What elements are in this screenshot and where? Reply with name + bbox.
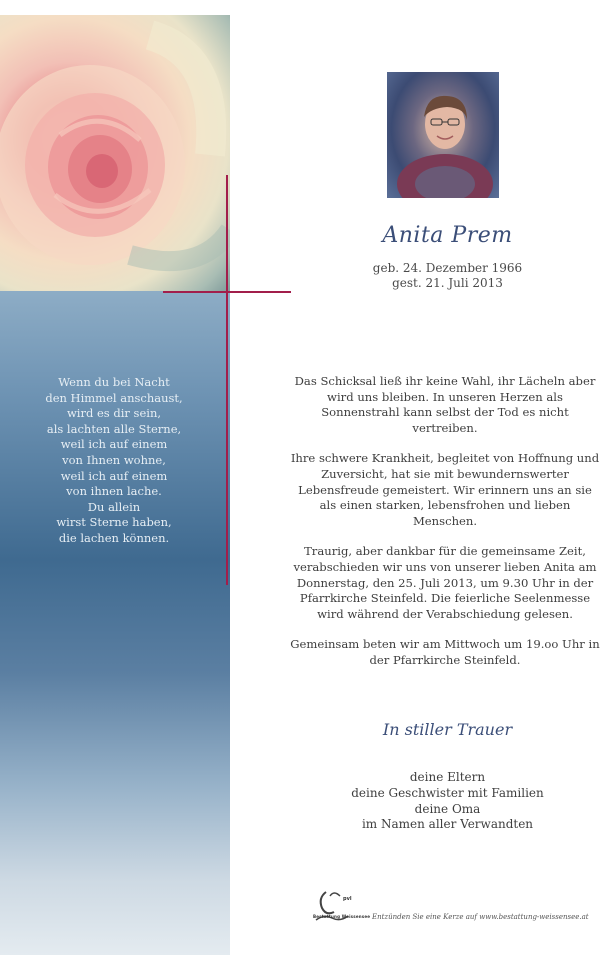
paragraph-farewell: Traurig, aber dankbar für die gemeinsame Zeit, verabschieden wir uns von unserer lieben Anita am Donnerstag, den 25. Juli 2013, um 9.30 Uhr in der Pfarrkirche Steinfeld. Die feierliche Seelenmesse wird während der Verabschiedung gelesen. bbox=[293, 544, 597, 621]
funeral-home-logo-icon bbox=[312, 888, 370, 928]
candle-link-text[interactable]: Entzünden Sie eine Kerze auf www.bestattung-weissensee.at bbox=[372, 913, 589, 921]
paragraph-prayer: Gemeinsam beten wir am Mittwoch um 19.oo Uhr in der Pfarrkirche Steinfeld. bbox=[290, 637, 600, 667]
birth-date: geb. 24. Dezember 1966 bbox=[372, 261, 523, 275]
mourning-title: In stiller Trauer bbox=[382, 720, 513, 739]
obituary-text bbox=[290, 374, 600, 684]
poem-text: Wenn du bei Nacht den Himmel anschaust, wird es dir sein, als lachten alle Sterne, weil ich auf einem von Ihnen wohne, weil ich auf einem von ihnen lache. Du allein wirst Sterne haben, die lachen können. bbox=[45, 375, 183, 545]
life-dates bbox=[300, 261, 595, 291]
cross-vertical-bar bbox=[226, 175, 228, 585]
death-date: gest. 21. Juli 2013 bbox=[392, 276, 503, 290]
cross-horizontal-bar bbox=[163, 291, 291, 293]
family-list bbox=[300, 770, 595, 833]
paragraph-fate: Das Schicksal ließ ihr keine Wahl, ihr Lächeln aber wird uns bleiben. In unseren Herzen als Sonnenstrahl kann selbst der Tod es nicht vertreiben. bbox=[294, 374, 596, 435]
deceased-name: Anita Prem bbox=[382, 223, 513, 248]
family-line: deine Eltern bbox=[409, 770, 486, 784]
logo-mark-text: pvl bbox=[343, 896, 352, 902]
family-line: deine Oma bbox=[414, 801, 481, 816]
family-line: deine Geschwister mit Familien bbox=[351, 785, 544, 800]
rose-photo bbox=[0, 15, 230, 291]
portrait-photo bbox=[387, 72, 499, 198]
logo-name-text: Bestattung Weissensee bbox=[313, 914, 371, 919]
family-line: im Namen aller Verwandten bbox=[361, 817, 534, 832]
paragraph-illness: Ihre schwere Krankheit, begleitet von Hoffnung und Zuversicht, hat sie mit bewundernswerter Lebensfreude gemeistert. Wir erinnern uns an sie als einen starken, lebensfrohen und lieben Menschen. bbox=[290, 451, 600, 528]
